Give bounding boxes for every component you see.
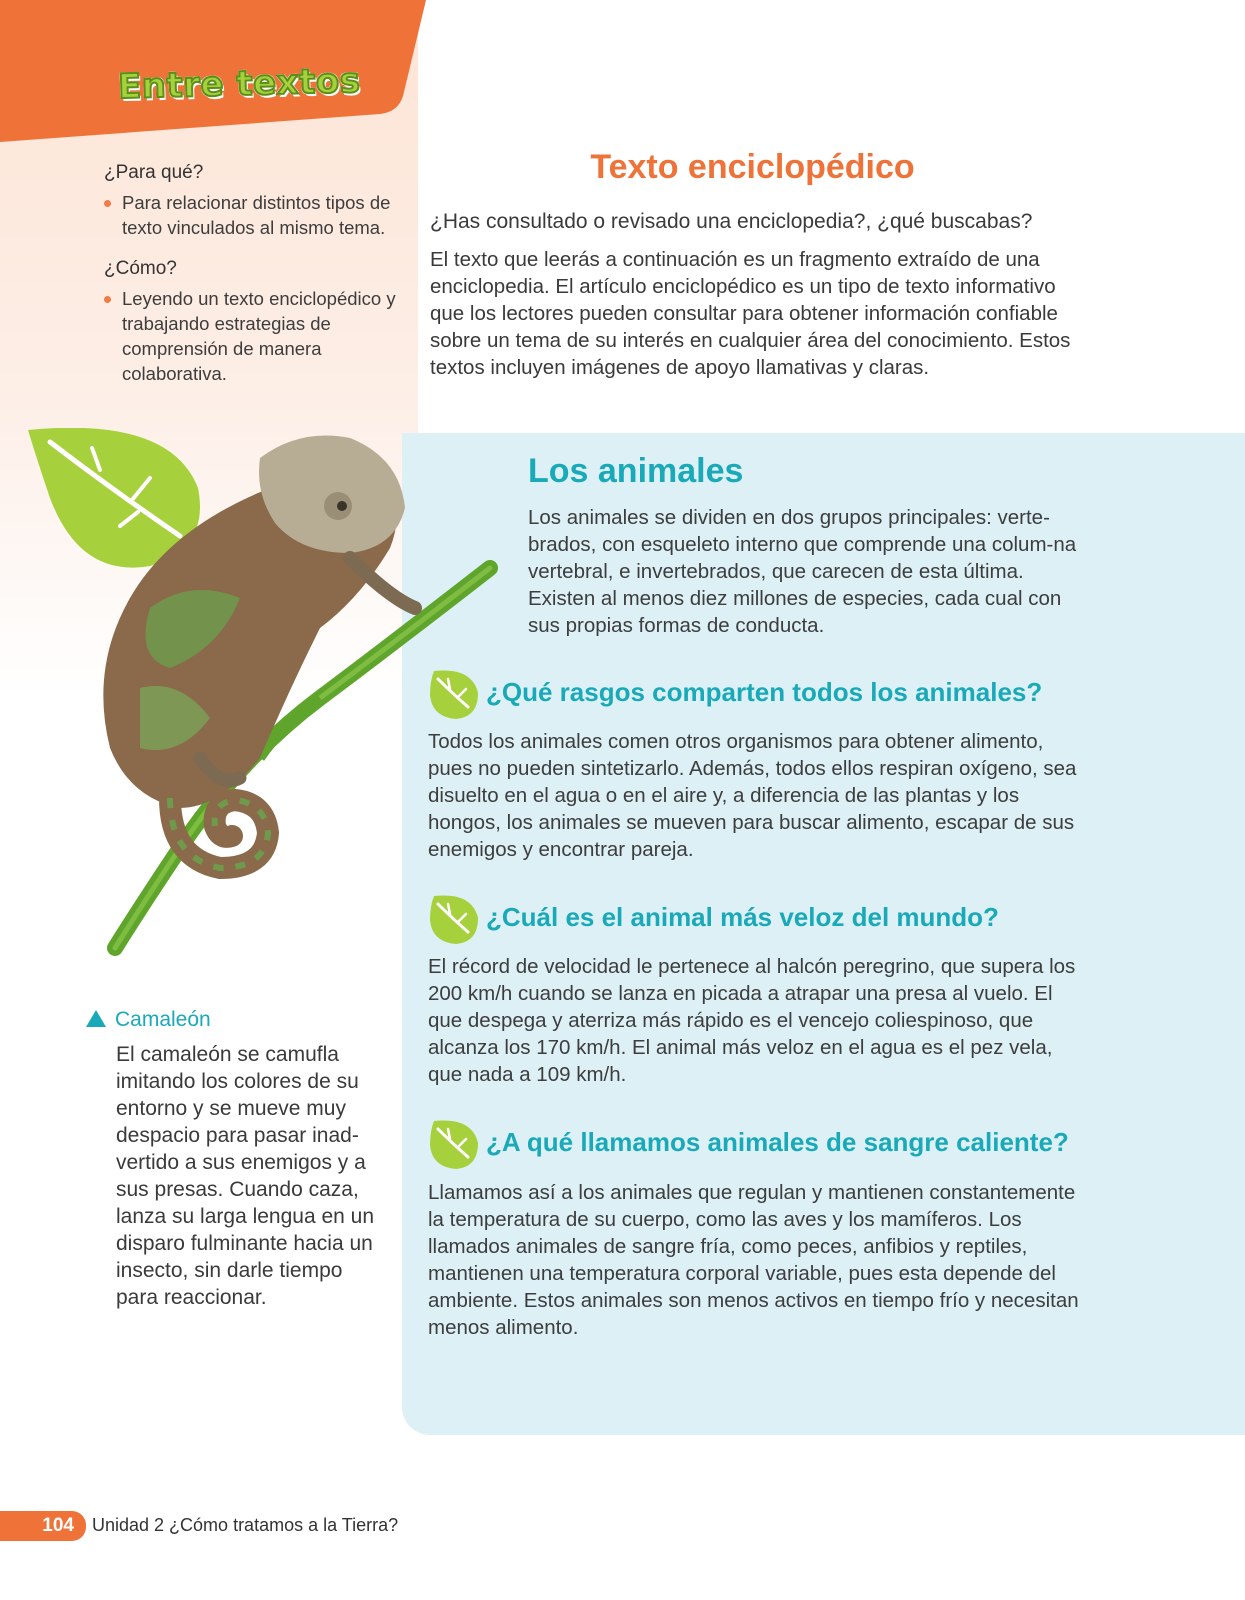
bullet-icon — [104, 296, 111, 303]
section-heading — [428, 1117, 1088, 1173]
intro-paragraph: El texto que leerás a continuación es un fragmento extraído de una enciclopedia. El artículo enciclopédico es un tipo de texto informativo que los lectores pueden consultar para obtener información confiable sobre un tema de su interés en cualquier área del conocimiento. Estos textos incluyen imágenes de apoyo llamativas y claras. — [430, 248, 1071, 379]
page-number-text: 104 — [42, 1515, 74, 1536]
article-title: Los animales — [528, 452, 744, 490]
bullet-icon — [104, 200, 111, 207]
section-title: Entre textos — [117, 60, 361, 108]
triangle-up-icon — [86, 1010, 106, 1027]
how-question: ¿Cómo? — [104, 258, 177, 279]
section-title-fastest: ¿Cuál es el animal más veloz del mundo? — [486, 902, 999, 932]
how-answer — [104, 286, 404, 386]
section-body-fastest: El récord de velocidad le pertenece al halcón peregrino, que supera los 200 km/h cuando se lanza en picada a atrapar una presa al vuelo. El que despega y aterriza más rápido es el vencejo coliespinoso, que alcanza los 170 km/h. El animal más veloz en el agua es el pez vela, que nada a 109 km/h. — [428, 955, 1076, 1086]
purpose-block — [104, 162, 404, 240]
leaf-icon — [428, 667, 480, 723]
section-heading — [428, 892, 1088, 948]
purpose-answer-text: Para relacionar distintos tipos de texto vinculados al mismo tema. — [122, 192, 391, 238]
how-answer-text: Leyendo un texto enciclopédico y trabajando estrategias de comprensión de manera colaborativa. — [122, 288, 396, 384]
intro-question: ¿Has consultado o revisado una enciclopedia?, ¿qué buscabas? — [430, 210, 1033, 233]
page-title: Texto enciclopédico — [590, 148, 915, 186]
section-body-traits: Todos los animales comen otros organismos para obtener alimento, pues no pueden sintetizarlo. Además, todos ellos respiran oxígeno, sea disuelto en el agua o en el aire y, a diferencia de las plantas y los hongos, los animales se mueven para buscar alimento, escapar de sus enemigos y encontrar pareja. — [428, 730, 1077, 861]
section-title-traits: ¿Qué rasgos comparten todos los animales? — [486, 677, 1043, 707]
caption-body: El camaleón se camufla imitando los colores de su entorno y se mueve muy despacio para pasar inad-vertido a sus enemigos y a sus presas. Cuando caza, lanza su larga lengua en un disparo fulminante hacia un insecto, sin darle tiempo para reaccionar. — [116, 1043, 375, 1309]
caption-title — [86, 1008, 211, 1032]
leaf-icon — [428, 892, 480, 948]
caption-title-text: Camaleón — [115, 1008, 211, 1031]
purpose-answer — [104, 190, 404, 240]
section-body-warm-blooded: Llamamos así a los animales que regulan y mantienen constantemente la temperatura de su cuerpo, como las aves y los mamíferos. Los llamados animales de sangre fría, como peces, anfibios y reptiles, mantienen una temperatura corporal variable, pues esta depende del ambiente. Estos animales son menos activos en tiempo frío y necesitan menos alimento. — [428, 1181, 1079, 1339]
how-block — [104, 258, 404, 386]
leaf-icon — [428, 1117, 480, 1173]
section-title-warm-blooded: ¿A qué llamamos animales de sangre caliente? — [486, 1127, 1069, 1157]
unit-title: Unidad 2 ¿Cómo tratamos a la Tierra? — [92, 1515, 399, 1535]
page-number — [0, 1511, 86, 1541]
section-heading — [428, 667, 1088, 723]
purpose-question: ¿Para qué? — [104, 162, 204, 183]
article-intro: Los animales se dividen en dos grupos principales: verte-brados, con esqueleto interno que comprende una colum-na vertebral, e invertebrados, que carecen de esta última. Existen al menos diez millones de especies, cada cual con sus propias formas de conducta. — [528, 506, 1077, 637]
